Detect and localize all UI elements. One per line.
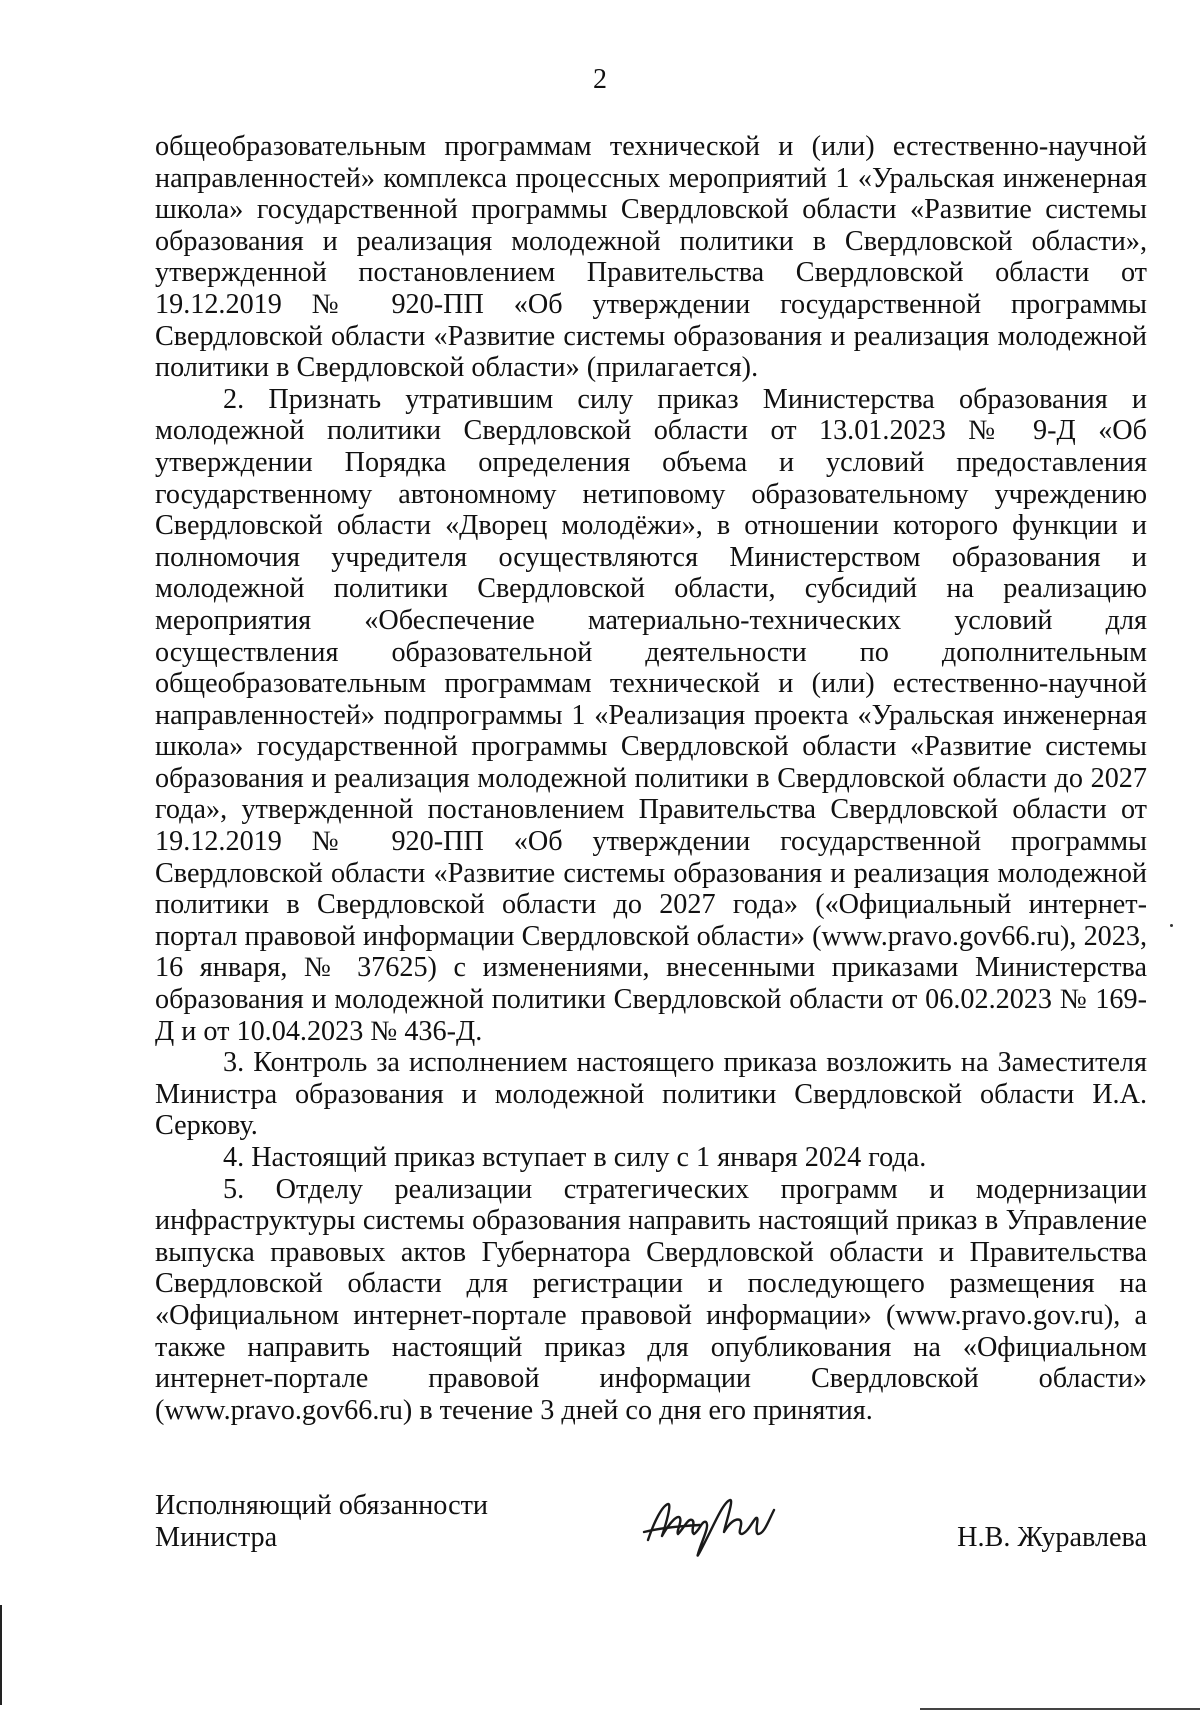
scan-dot-mark [1170, 924, 1173, 927]
paragraph-continuation: общеобразовательным программам технической и (или) естественно-научной направленностей» комплекса процессных мероприятий 1 «Уральская инженерная школа» государственной программы Свердловской области «Развитие системы образования и реализация молодежной политики в Свердловской области», утвержденной постановлением Правительства Свердловской области от 19.12.2019 № 920-ПП «Об утверждении государственной программы Свердловской области «Развитие системы образования и реализация молодежной политики в Свердловской области» (прилагается). [155, 131, 1147, 384]
paragraph-item-5: 5. Отделу реализации стратегических программ и модернизации инфраструктуры системы образования направить настоящий приказ в Управление выпуска правовых актов Губернатора Свердловской области и Правительства Свердловской области для регистрации и последующего размещения на «Официальном интернет-портале правовой информации» (www.pravo.gov.ru), а также направить настоящий приказ для опубликования на «Официальном интернет-портале правовой информации Свердловской области» (www.pravo.gov66.ru) в течение 3 дней со дня его принятия. [155, 1173, 1147, 1426]
signatory-name: Н.В. Журавлева [957, 1522, 1147, 1553]
handwritten-signature-icon [640, 1492, 790, 1562]
document-body [155, 131, 1147, 1426]
page-number: 2 [593, 64, 607, 95]
scan-bottom-mark [920, 1708, 1200, 1710]
paragraph-item-2: 2. Признать утратившим силу приказ Министерства образования и молодежной политики Свердловской области от 13.01.2023 № 9-Д «Об утверждении Порядка определения объема и условий предоставления государственному автономному нетиповому образовательному учреждению Свердловской области «Дворец молодёжи», в отношении которого функции и полномочия учредителя осуществляются Министерством образования и молодежной политики Свердловской области, субсидий на реализацию мероприятия «Обеспечение материально-технических условий для осуществления образовательной деятельности по дополнительным общеобразовательным программам технической и (или) естественно-научной направленностей» подпрограммы 1 «Реализация проекта «Уральская инженерная школа» государственной программы Свердловской области «Развитие системы образования и реализация молодежной политики в Свердловской области до 2027 года», утвержденной постановлением Правительства Свердловской области от 19.12.2019 № 920-ПП «Об утверждении государственной программы Свердловской области «Развитие системы образования и реализация молодежной политики в Свердловской области до 2027 года» («Официальный интернет-портал правовой информации Свердловской области» (www.pravo.gov66.ru), 2023, 16 января, № 37625) с изменениями, внесенными приказами Министерства образования и молодежной политики Свердловской области от 06.02.2023 № 169-Д и от 10.04.2023 № 436-Д. [155, 383, 1147, 1047]
signatory-position-line1: Исполняющий обязанности [155, 1490, 488, 1521]
signatory-position [155, 1490, 515, 1553]
paragraph-item-3: 3. Контроль за исполнением настоящего приказа возложить на Заместителя Министра образования и молодежной политики Свердловской области И.А. Серкову. [155, 1047, 1147, 1142]
scan-edge-mark [0, 1605, 2, 1705]
paragraph-item-4: 4. Настоящий приказ вступает в силу с 1 января 2024 года. [223, 1142, 927, 1173]
signatory-position-line2: Министра [155, 1521, 278, 1553]
signature-block [155, 1490, 1147, 1610]
